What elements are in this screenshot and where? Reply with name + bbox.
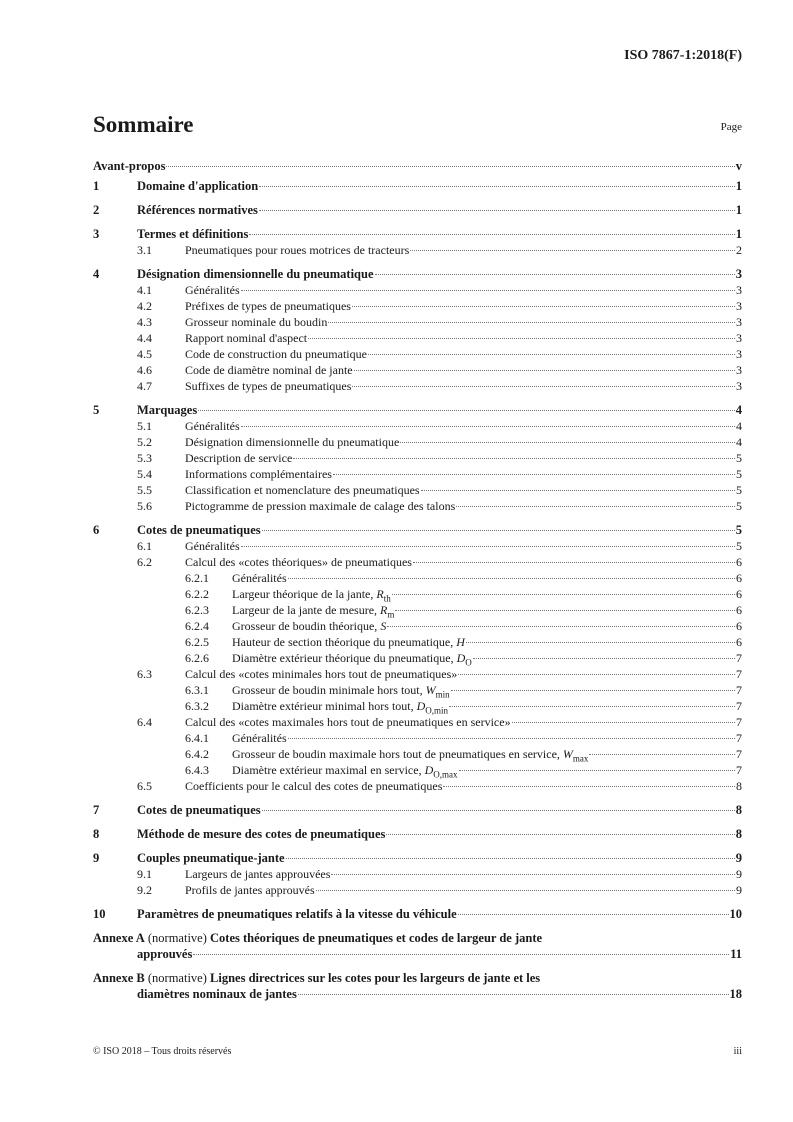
footer-copyright: © ISO 2018 – Tous droits réservés [93, 1046, 232, 1057]
toc-entry[interactable] [93, 618, 742, 634]
toc-entry-number: 6.2.4 [185, 619, 209, 633]
table-of-contents [93, 158, 742, 1002]
dot-leader [241, 546, 735, 547]
dot-leader [241, 290, 735, 291]
toc-entry-title-text: Informations complémentaires [185, 467, 332, 481]
toc-entry-page: 9 [736, 867, 742, 881]
toc-entry-number: 4.2 [137, 299, 152, 313]
toc-entry-page: 5 [736, 451, 742, 465]
toc-entry-title-text: Profils de jantes approuvés [185, 883, 315, 897]
dot-leader [413, 562, 735, 563]
toc-entry-subscript: min [435, 689, 450, 700]
toc-entry-title [232, 650, 472, 666]
toc-entry-title-text: Pneumatiques pour roues motrices de tracteurs [185, 243, 410, 257]
toc-entry-page: 3 [736, 315, 742, 329]
toc-entry-title [185, 538, 240, 554]
toc-entry-title [185, 434, 399, 450]
toc-entry-subscript: O,min [425, 705, 449, 716]
toc-entry[interactable] [93, 402, 742, 418]
toc-entry-title-text: Termes et définitions [137, 227, 249, 241]
toc-entry-page: 3 [736, 299, 742, 313]
toc-entry-number: 4.7 [137, 379, 152, 393]
toc-entry-number: 5.3 [137, 451, 152, 465]
toc-entry-title [137, 266, 374, 282]
toc-entry-title-text: Paramètres de pneumatiques relatifs à la vitesse du véhicule [137, 907, 457, 921]
toc-entry-page: 6 [736, 635, 742, 649]
toc-entry[interactable] [93, 378, 742, 394]
toc-entry-symbol: W [562, 747, 573, 761]
toc-entry-title [185, 882, 315, 898]
annex-type: (normative) [147, 971, 207, 985]
toc-entry[interactable] [93, 226, 742, 242]
toc-entry-title [185, 554, 412, 570]
toc-entry-title-text: Diamètre extérieur théorique du pneumatique, [232, 651, 457, 665]
toc-entry-number: 6.4.1 [185, 731, 209, 745]
toc-entry-number: 4 [93, 267, 100, 281]
toc-entry-number: 6.4.3 [185, 763, 209, 777]
dot-leader [331, 874, 735, 875]
dot-leader [241, 426, 735, 427]
toc-entry[interactable] [93, 202, 742, 218]
toc-entry-title-text: Code de diamètre nominal de jante [185, 363, 353, 377]
toc-entry-page: 4 [736, 435, 742, 449]
page-column-label: Page [720, 121, 742, 133]
toc-entry[interactable] [93, 682, 742, 698]
toc-entry-title-text: Références normatives [137, 203, 258, 217]
toc-entry-title-text: Largeur théorique de la jante, [232, 587, 377, 601]
toc-entry[interactable] [93, 586, 742, 602]
toc-entry-number: 4.4 [137, 331, 152, 345]
annex-page: 11 [730, 947, 742, 961]
toc-entry-title [185, 314, 327, 330]
toc-entry-title-text: Suffixes de types de pneumatiques [185, 379, 352, 393]
toc-entry-page: 1 [735, 203, 742, 217]
dot-leader [466, 642, 735, 643]
toc-entry-symbol: D [456, 651, 466, 665]
toc-entry-symbol: H [456, 635, 465, 649]
toc-entry[interactable] [93, 266, 742, 282]
toc-entry[interactable] [93, 178, 742, 194]
toc-entry-title-text: Généralités [185, 539, 240, 553]
toc-entry[interactable] [93, 418, 742, 434]
dot-leader [316, 890, 735, 891]
toc-entry-number: 5.2 [137, 435, 152, 449]
annex-type: (normative) [147, 931, 207, 945]
footer-page-number: iii [733, 1046, 742, 1057]
dot-leader [443, 786, 735, 787]
toc-entry[interactable] [93, 698, 742, 714]
toc-entry-number: 6.4 [137, 715, 152, 729]
toc-entry[interactable] [93, 866, 742, 882]
toc-entry-number: 6.3 [137, 667, 152, 681]
toc-entry-title-text: Grosseur de boudin théorique, [232, 619, 381, 633]
toc-entry-symbol: R [380, 603, 388, 617]
toc-entry-number: 6.5 [137, 779, 152, 793]
toc-entry-title [185, 330, 307, 346]
toc-entry[interactable] [93, 538, 742, 554]
dot-leader [308, 338, 735, 339]
toc-entry[interactable] [93, 482, 742, 498]
toc-entry-page: 7 [736, 763, 742, 777]
toc-entry-page: 9 [736, 883, 742, 897]
dot-leader [449, 706, 735, 707]
toc-entry-page: 5 [736, 467, 742, 481]
toc-entry-title-text: Généralités [232, 571, 287, 585]
toc-entry-title [185, 282, 240, 298]
toc-entry[interactable] [93, 714, 742, 730]
toc-entry-title [93, 158, 165, 174]
toc-entry-page: 3 [736, 331, 742, 345]
toc-entry-number: 4.3 [137, 315, 152, 329]
toc-entry-title-text: Calcul des «cotes minimales hors tout de pneumatiques» [185, 667, 458, 681]
toc-annex-entry[interactable] [93, 930, 742, 962]
toc-entry-subscript: m [387, 609, 395, 620]
toc-entry-page: 6 [736, 555, 742, 569]
toc-entry-title-text: Diamètre extérieur maximal en service, [232, 763, 425, 777]
dot-leader [392, 594, 735, 595]
toc-entry[interactable] [93, 282, 742, 298]
toc-entry[interactable] [93, 242, 742, 258]
dot-leader [262, 530, 735, 531]
toc-entry-number: 9.1 [137, 867, 152, 881]
annex-title-line1: Lignes directrices sur les cotes pour les largeurs de jante et les [210, 971, 541, 985]
toc-entry[interactable] [93, 330, 742, 346]
toc-entry-number: 3.1 [137, 243, 152, 257]
annex-label: Annexe A [93, 931, 145, 945]
toc-entry-page: 6 [736, 587, 742, 601]
annex-title-line2: approuvés [137, 947, 193, 961]
toc-entry-page: 7 [736, 699, 742, 713]
toc-entry[interactable] [93, 554, 742, 570]
toc-entry-title-text: Description de service [185, 451, 293, 465]
dot-leader [193, 954, 729, 955]
annex-title-line2: diamètres nominaux de jantes [137, 987, 297, 1001]
toc-entry-title [185, 450, 292, 466]
toc-entry-number: 5.6 [137, 499, 152, 513]
toc-entry-number: 8 [93, 827, 100, 841]
toc-entry-number: 5.4 [137, 467, 152, 481]
toc-entry-page: 7 [736, 731, 742, 745]
toc-entry-title [232, 570, 287, 586]
toc-entry-number: 4.5 [137, 347, 152, 361]
toc-entry-subscript: th [383, 593, 391, 604]
toc-annex-entry[interactable] [93, 970, 742, 1002]
toc-entry-subscript: O [465, 657, 472, 668]
toc-entry-title [185, 378, 351, 394]
toc-entry-title [137, 522, 261, 538]
toc-entry-page: v [735, 159, 742, 173]
dot-leader [375, 274, 735, 275]
dot-leader [400, 442, 735, 443]
toc-entry[interactable] [93, 158, 742, 174]
toc-entry-title [137, 402, 197, 418]
toc-entry-title [185, 866, 330, 882]
toc-entry-title [232, 730, 287, 746]
toc-entry-page: 7 [736, 747, 742, 761]
toc-entry-page: 8 [736, 779, 742, 793]
toc-entry-title [137, 178, 258, 194]
annex-title-line2-row [93, 946, 742, 962]
dot-leader [259, 210, 735, 211]
toc-entry-title-text: Grosseur de boudin minimale hors tout, [232, 683, 426, 697]
toc-entry-title [137, 906, 457, 922]
toc-entry-page: 7 [736, 715, 742, 729]
toc-entry-title-text: Code de construction du pneumatique [185, 347, 367, 361]
toc-entry-title-text: Grosseur nominale du boudin [185, 315, 328, 329]
toc-entry-title-text: Généralités [185, 283, 240, 297]
toc-entry[interactable] [93, 746, 742, 762]
toc-entry-symbol: D [416, 699, 426, 713]
toc-entry-symbol: S [380, 619, 387, 633]
toc-entry[interactable] [93, 298, 742, 314]
dot-leader [451, 690, 735, 691]
toc-entry-number: 2 [93, 203, 100, 217]
toc-entry[interactable] [93, 450, 742, 466]
annex-title-line [93, 970, 742, 986]
toc-entry-title [232, 618, 386, 634]
toc-entry-title-text: Coefficients pour le calcul des cotes de pneumatiques [185, 779, 443, 793]
annex-title-line1: Cotes théoriques de pneumatiques et codes de largeur de jante [210, 931, 543, 945]
dot-leader [395, 610, 735, 611]
toc-entry-number: 6.3.1 [185, 683, 209, 697]
dot-leader [262, 810, 735, 811]
toc-entry-title [185, 346, 367, 362]
dot-leader [249, 234, 734, 235]
toc-entry-title-text: Couples pneumatique-jante [137, 851, 285, 865]
toc-entry-number: 6.2.5 [185, 635, 209, 649]
toc-entry-page: 1 [735, 179, 742, 193]
toc-entry-title-text: Avant-propos [93, 159, 166, 173]
toc-entry-page: 3 [736, 379, 742, 393]
dot-leader [458, 914, 729, 915]
toc-entry-number: 9.2 [137, 883, 152, 897]
toc-entry-number: 6.2 [137, 555, 152, 569]
toc-entry[interactable] [93, 778, 742, 794]
toc-entry-title-text: Calcul des «cotes maximales hors tout de pneumatiques en service» [185, 715, 511, 729]
toc-entry-page: 4 [736, 419, 742, 433]
toc-entry-number: 6.2.6 [185, 651, 209, 665]
toc-entry-title-text: Marquages [137, 403, 198, 417]
dot-leader [298, 994, 729, 995]
toc-entry-title [137, 202, 258, 218]
page-title: Sommaire [93, 112, 194, 137]
toc-entry-title [185, 714, 511, 730]
dot-leader [354, 370, 735, 371]
toc-entry-number: 5.1 [137, 419, 152, 433]
toc-entry-number: 4.6 [137, 363, 152, 377]
document-id-header: ISO 7867-1:2018(F) [624, 48, 742, 63]
toc-entry-title [232, 682, 450, 698]
toc-entry-title-text: Classification et nomenclature des pneumatiques [185, 483, 420, 497]
toc-entry-title [137, 850, 285, 866]
toc-entry-number: 7 [93, 803, 100, 817]
toc-entry-page: 9 [735, 851, 742, 865]
toc-entry[interactable] [93, 882, 742, 898]
toc-entry-title-text: Désignation dimensionnelle du pneumatique [137, 267, 374, 281]
toc-entry-title-text: Généralités [232, 731, 287, 745]
dot-leader [421, 490, 735, 491]
toc-entry[interactable] [93, 906, 742, 922]
dot-leader [293, 458, 735, 459]
toc-entry-title-text: Désignation dimensionnelle du pneumatique [185, 435, 400, 449]
toc-entry-title [232, 698, 448, 714]
toc-entry-title-text: Calcul des «cotes théoriques» de pneumatiques [185, 555, 412, 569]
toc-entry-title-text: Cotes de pneumatiques [137, 803, 261, 817]
dot-leader [288, 578, 735, 579]
toc-entry-title [232, 762, 458, 778]
toc-entry-number: 6.2.1 [185, 571, 209, 585]
toc-entry-page: 10 [729, 907, 742, 921]
toc-entry-title-text: Grosseur de boudin maximale hors tout de pneumatiques en service, [232, 747, 563, 761]
toc-entry[interactable] [93, 602, 742, 618]
dot-leader [456, 506, 735, 507]
toc-entry-number: 9 [93, 851, 100, 865]
toc-entry-page: 8 [735, 827, 742, 841]
toc-entry-title [185, 666, 457, 682]
toc-entry-number: 6.2.2 [185, 587, 209, 601]
toc-entry-title-text: Hauteur de section théorique du pneumatique, [232, 635, 457, 649]
toc-entry-title [137, 802, 261, 818]
toc-entry-page: 8 [735, 803, 742, 817]
toc-entry-number: 3 [93, 227, 100, 241]
toc-entry-title [232, 602, 394, 618]
toc-entry-number: 5.5 [137, 483, 152, 497]
toc-entry-title-text: Préfixes de types de pneumatiques [185, 299, 351, 313]
toc-entry-title-text: Domaine d'application [137, 179, 259, 193]
toc-entry-page: 5 [735, 523, 742, 537]
toc-entry-number: 5 [93, 403, 100, 417]
toc-entry-title-text: Largeur de la jante de mesure, [232, 603, 381, 617]
dot-leader [288, 738, 735, 739]
dot-leader [387, 626, 735, 627]
toc-entry-title [232, 586, 391, 602]
dot-leader [352, 386, 735, 387]
toc-entry-symbol: D [424, 763, 434, 777]
toc-entry-title [232, 746, 588, 762]
toc-entry-page: 5 [736, 499, 742, 513]
dot-leader [512, 722, 735, 723]
toc-entry-page: 6 [736, 603, 742, 617]
toc-entry-number: 6.1 [137, 539, 152, 553]
toc-entry-number: 10 [93, 907, 106, 921]
toc-entry-title [185, 466, 332, 482]
toc-entry-page: 3 [736, 347, 742, 361]
dot-leader [410, 250, 735, 251]
toc-entry-title [185, 498, 455, 514]
dot-leader [259, 186, 735, 187]
toc-entry-title [185, 362, 353, 378]
dot-leader [589, 754, 735, 755]
toc-entry-title-text: Méthode de mesure des cotes de pneumatiques [137, 827, 386, 841]
toc-entry-page: 4 [735, 403, 742, 417]
toc-entry-page: 7 [736, 667, 742, 681]
toc-entry-page: 1 [735, 227, 742, 241]
toc-entry-subscript: O,max [433, 769, 458, 780]
toc-entry[interactable] [93, 466, 742, 482]
toc-entry-page: 7 [736, 651, 742, 665]
toc-entry-symbol: W [425, 683, 436, 697]
toc-entry-title [185, 242, 409, 258]
toc-entry-title-text: Diamètre extérieur minimal hors tout, [232, 699, 417, 713]
dot-leader [328, 322, 735, 323]
toc-entry-number: 4.1 [137, 283, 152, 297]
toc-entry[interactable] [93, 666, 742, 682]
toc-entry-title [185, 298, 351, 314]
toc-entry-title-text: Cotes de pneumatiques [137, 523, 261, 537]
toc-entry[interactable] [93, 498, 742, 514]
toc-entry-number: 6.2.3 [185, 603, 209, 617]
toc-entry-page: 5 [736, 483, 742, 497]
toc-entry[interactable] [93, 850, 742, 866]
toc-entry-number: 6.4.2 [185, 747, 209, 761]
toc-entry-title [137, 826, 385, 842]
toc-entry-title [185, 418, 240, 434]
toc-entry-page: 7 [736, 683, 742, 697]
toc-entry-title-text: Rapport nominal d'aspect [185, 331, 308, 345]
toc-entry-title [185, 778, 442, 794]
toc-entry-page: 6 [736, 571, 742, 585]
toc-entry-page: 3 [735, 267, 742, 281]
toc-entry-page: 3 [736, 363, 742, 377]
toc-entry[interactable] [93, 802, 742, 818]
toc-entry-symbol: R [376, 587, 384, 601]
toc-entry[interactable] [93, 650, 742, 666]
toc-entry-number: 1 [93, 179, 100, 193]
toc-entry-title-text: Généralités [185, 419, 240, 433]
toc-entry[interactable] [93, 522, 742, 538]
dot-leader [166, 166, 734, 167]
toc-entry-page: 6 [736, 619, 742, 633]
toc-entry-page: 3 [736, 283, 742, 297]
toc-entry[interactable] [93, 434, 742, 450]
annex-label: Annexe B [93, 971, 145, 985]
toc-entry[interactable] [93, 762, 742, 778]
toc-entry[interactable] [93, 826, 742, 842]
dot-leader [198, 410, 735, 411]
toc-entry[interactable] [93, 346, 742, 362]
toc-entry[interactable] [93, 634, 742, 650]
dot-leader [386, 834, 734, 835]
toc-entry-number: 6 [93, 523, 100, 537]
dot-leader [286, 858, 735, 859]
dot-leader [333, 474, 735, 475]
toc-entry-title-text: Pictogramme de pression maximale de calage des talons [185, 499, 456, 513]
toc-entry-subscript: max [572, 753, 589, 764]
toc-entry-page: 2 [736, 243, 742, 257]
dot-leader [458, 674, 735, 675]
annex-page: 18 [729, 987, 742, 1001]
toc-entry-title [185, 482, 420, 498]
toc-entry-page: 5 [736, 539, 742, 553]
toc-entry[interactable] [93, 314, 742, 330]
dot-leader [368, 354, 735, 355]
toc-entry[interactable] [93, 570, 742, 586]
toc-entry-number: 6.3.2 [185, 699, 209, 713]
annex-title-line2-row [93, 986, 742, 1002]
toc-entry-title [137, 226, 248, 242]
dot-leader [352, 306, 735, 307]
annex-title-line [93, 930, 742, 946]
toc-entry[interactable] [93, 730, 742, 746]
toc-entry[interactable] [93, 362, 742, 378]
toc-entry-title [232, 634, 465, 650]
toc-entry-title-text: Largeurs de jantes approuvées [185, 867, 331, 881]
dot-leader [459, 770, 736, 771]
dot-leader [473, 658, 735, 659]
